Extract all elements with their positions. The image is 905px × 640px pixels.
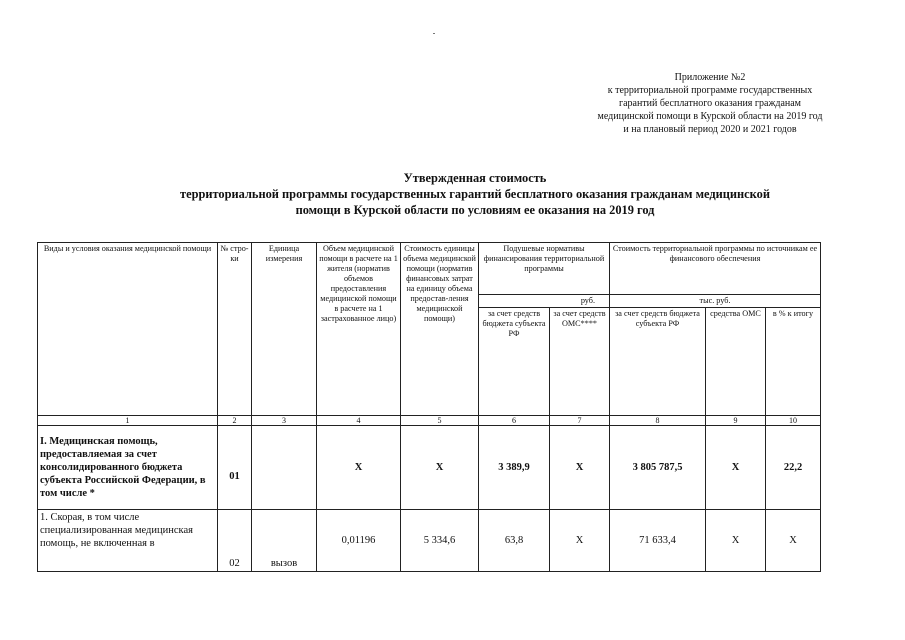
column-number: 6 bbox=[479, 416, 550, 426]
row-code: 01 bbox=[218, 426, 252, 510]
header-cost-percent: в % к итогу bbox=[766, 308, 821, 416]
row-volume: 0,01196 bbox=[317, 510, 401, 572]
header-row-no: № стро-ки bbox=[218, 243, 252, 416]
row-unit-cost: X bbox=[401, 426, 479, 510]
appendix-line: Приложение №2 bbox=[674, 72, 746, 83]
header-cost: Стоимость территориальной программы по источникам ее финансового обеспечения bbox=[610, 243, 821, 295]
row-cost-oms: X bbox=[706, 510, 766, 572]
header-cost-budget: за счет средств бюджета субъекта РФ bbox=[610, 308, 706, 416]
column-number: 4 bbox=[317, 416, 401, 426]
table-row bbox=[38, 426, 821, 510]
table-row bbox=[38, 510, 821, 572]
header-unit-cost: Стоимость единицы объема медицинской помощи (норматив финансовых затрат на единицу объема предостав-ления медицинской помощи) bbox=[401, 243, 479, 416]
header-volume: Объем медицинской помощи в расчете на 1 жителя (норматив объемов предоставления медицинской помощи в расчете на 1 застрахованное лицо) bbox=[317, 243, 401, 416]
header-cost-unit: тыс. руб. bbox=[610, 295, 821, 308]
appendix-line: гарантий бесплатного оказания гражданам bbox=[618, 98, 801, 109]
header-unit: Единица измерения bbox=[252, 243, 317, 416]
title-line: территориальной программы государственных гарантий бесплатного оказания гражданам медицинской bbox=[180, 187, 770, 201]
column-number: 3 bbox=[252, 416, 317, 426]
row-label: I. Медицинская помощь, предоставляемая за счет консолидированного бюджета субъекта Российской Федерации, в том числе * bbox=[38, 426, 218, 510]
header-cost-oms: средства ОМС bbox=[706, 308, 766, 416]
row-per-capita-oms: X bbox=[550, 510, 610, 572]
row-unit bbox=[252, 426, 317, 510]
row-unit-cost: 5 334,6 bbox=[401, 510, 479, 572]
appendix-line: медицинской помощи в Курской области на 2019 год bbox=[597, 111, 823, 122]
title-line: помощи в Курской области по условиям ее оказания на 2019 год bbox=[295, 203, 655, 217]
column-number: 7 bbox=[550, 416, 610, 426]
row-cost-percent: 22,2 bbox=[766, 426, 821, 510]
column-number: 10 bbox=[766, 416, 821, 426]
row-per-capita-budget: 63,8 bbox=[479, 510, 550, 572]
appendix-line: к территориальной программе государственных bbox=[607, 85, 813, 96]
header-per-capita-oms: за счет средств ОМС**** bbox=[550, 308, 610, 416]
column-number: 5 bbox=[401, 416, 479, 426]
header-per-capita-unit: руб. bbox=[479, 295, 610, 308]
cost-table bbox=[37, 242, 821, 572]
appendix-block bbox=[545, 71, 875, 136]
document-title bbox=[110, 170, 840, 218]
row-code: 02 bbox=[218, 510, 252, 572]
row-unit: вызов bbox=[252, 510, 317, 572]
row-cost-oms: X bbox=[706, 426, 766, 510]
row-cost-budget: 3 805 787,5 bbox=[610, 426, 706, 510]
header-per-capita-budget: за счет средств бюджета субъекта РФ bbox=[479, 308, 550, 416]
row-cost-percent: X bbox=[766, 510, 821, 572]
header-kind: Виды и условия оказания медицинской помощи bbox=[38, 243, 218, 416]
header-per-capita: Подушевые нормативы финансирования территориальной программы bbox=[479, 243, 610, 295]
row-cost-budget: 71 633,4 bbox=[610, 510, 706, 572]
column-number: 8 bbox=[610, 416, 706, 426]
row-per-capita-budget: 3 389,9 bbox=[479, 426, 550, 510]
column-number: 1 bbox=[38, 416, 218, 426]
appendix-line: и на плановый период 2020 и 2021 годов bbox=[623, 124, 797, 135]
row-per-capita-oms: X bbox=[550, 426, 610, 510]
scan-speck bbox=[433, 33, 435, 34]
column-number: 2 bbox=[218, 416, 252, 426]
row-volume: X bbox=[317, 426, 401, 510]
column-number: 9 bbox=[706, 416, 766, 426]
title-line: Утвержденная стоимость bbox=[403, 171, 547, 185]
row-label: 1. Скорая, в том числе специализированная медицинская помощь, не включенная в bbox=[38, 510, 218, 572]
